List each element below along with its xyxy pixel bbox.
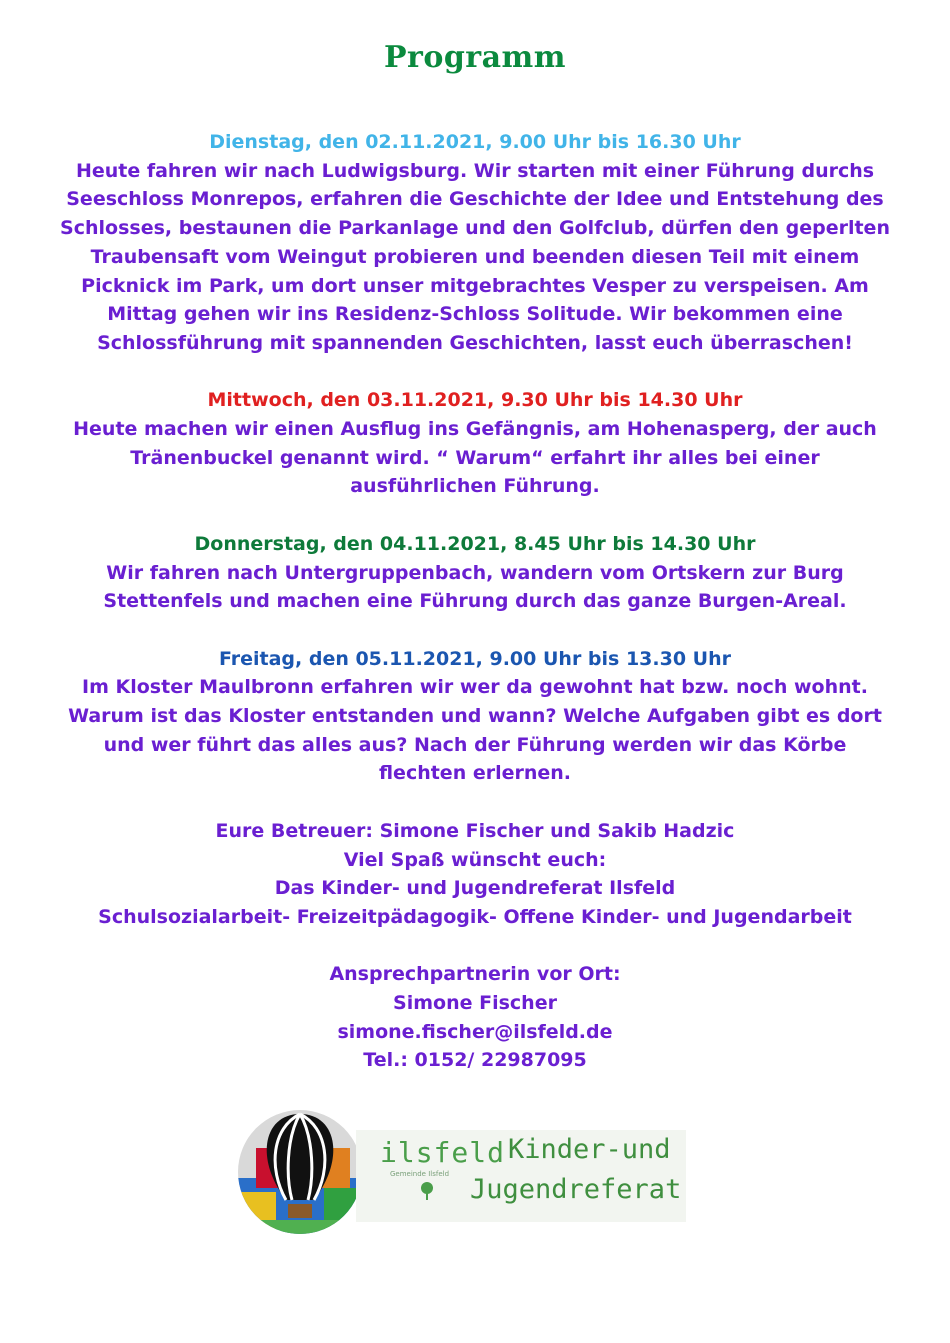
- day-heading: Mittwoch, den 03.11.2021, 9.30 Uhr bis 14.30 Uhr: [207, 389, 743, 412]
- spacer: [40, 358, 910, 387]
- spacer: [40, 788, 910, 817]
- day-text-line: Mittag gehen wir ins Residenz-Schloss Solitude. Wir bekommen eine: [107, 303, 843, 326]
- day-friday: [40, 645, 910, 789]
- day-text-line: Traubensaft vom Weingut probieren und beenden diesen Teil mit einem: [90, 245, 860, 268]
- day-text-line: Schlosses, bestaunen die Parkanlage und den Golfclub, dürfen den geperlten: [60, 217, 890, 240]
- spacer: [40, 932, 910, 961]
- footer-block: [40, 817, 910, 932]
- day-text-line: Warum ist das Kloster entstanden und wann? Welche Aufgaben gibt es dort: [68, 705, 882, 728]
- day-text-line: und wer führt das alles aus? Nach der Führung werden wir das Körbe: [103, 733, 847, 756]
- tree-icon: [416, 1180, 438, 1202]
- brand-name: ilsfeld: [380, 1136, 506, 1169]
- day-text-line: Heute machen wir einen Ausflug ins Gefängnis, am Hohenasperg, der auch: [73, 418, 877, 441]
- contact-label: Ansprechpartnerin vor Ort:: [329, 963, 621, 986]
- contact-email-link[interactable]: simone.fischer@ilsfeld.de: [337, 1020, 613, 1043]
- contact-phone: Tel.: 0152/ 22987095: [363, 1049, 587, 1072]
- program-content: [40, 128, 910, 1075]
- footer-line: Schulsozialarbeit- Freizeitpädagogik- Offene Kinder- und Jugendarbeit: [98, 905, 852, 928]
- day-heading: Freitag, den 05.11.2021, 9.00 Uhr bis 13.30 Uhr: [218, 647, 732, 670]
- day-text-line: Schlossführung mit spannenden Geschichten, lasst euch überraschen!: [97, 331, 853, 354]
- brand-line-jugendreferat: Jugendreferat: [470, 1174, 682, 1205]
- brand-banner: [356, 1130, 686, 1222]
- day-wednesday: [40, 386, 910, 501]
- contact-name: Simone Fischer: [393, 992, 557, 1015]
- day-text-line: Tränenbuckel genannt wird. “ Warum“ erfahrt ihr alles bei einer: [130, 446, 820, 469]
- day-text-line: Heute fahren wir nach Ludwigsburg. Wir starten mit einer Führung durchs: [75, 159, 875, 182]
- day-text-line: Wir fahren nach Untergruppenbach, wandern vom Ortskern zur Burg: [106, 561, 844, 584]
- brand-line-kinder: Kinder-und: [508, 1134, 671, 1165]
- day-heading: Donnerstag, den 04.11.2021, 8.45 Uhr bis 14.30 Uhr: [194, 532, 756, 555]
- logo-area: [236, 1108, 686, 1236]
- day-heading: Dienstag, den 02.11.2021, 9.00 Uhr bis 16.30 Uhr: [209, 131, 741, 153]
- day-text-line: flechten erlernen.: [378, 762, 572, 785]
- footer-line: Viel Spaß wünscht euch:: [343, 848, 607, 871]
- hot-air-balloon-logo: [236, 1108, 364, 1236]
- footer-line: Das Kinder- und Jugendreferat Ilsfeld: [274, 877, 676, 900]
- brand-subtitle: Gemeinde Ilsfeld: [390, 1170, 450, 1178]
- contact-block: [40, 960, 910, 1075]
- footer-line: Eure Betreuer: Simone Fischer und Sakib Hadzic: [215, 819, 735, 842]
- page-title: Programm: [383, 40, 567, 75]
- spacer: [40, 616, 910, 645]
- day-text-line: Picknick im Park, um dort unser mitgebrachtes Vesper zu verspeisen. Am: [81, 274, 869, 297]
- spacer: [40, 501, 910, 530]
- day-text-line: Seeschloss Monrepos, erfahren die Geschichte der Idee und Entstehung des: [66, 188, 884, 211]
- day-thursday: [40, 530, 910, 616]
- day-text-line: Im Kloster Maulbronn erfahren wir wer da gewohnt hat bzw. noch wohnt.: [82, 676, 868, 699]
- day-text-line: ausführlichen Führung.: [350, 475, 600, 498]
- day-tuesday: [40, 128, 910, 358]
- day-text-line: Stettenfels und machen eine Führung durch das ganze Burgen-Areal.: [103, 590, 847, 613]
